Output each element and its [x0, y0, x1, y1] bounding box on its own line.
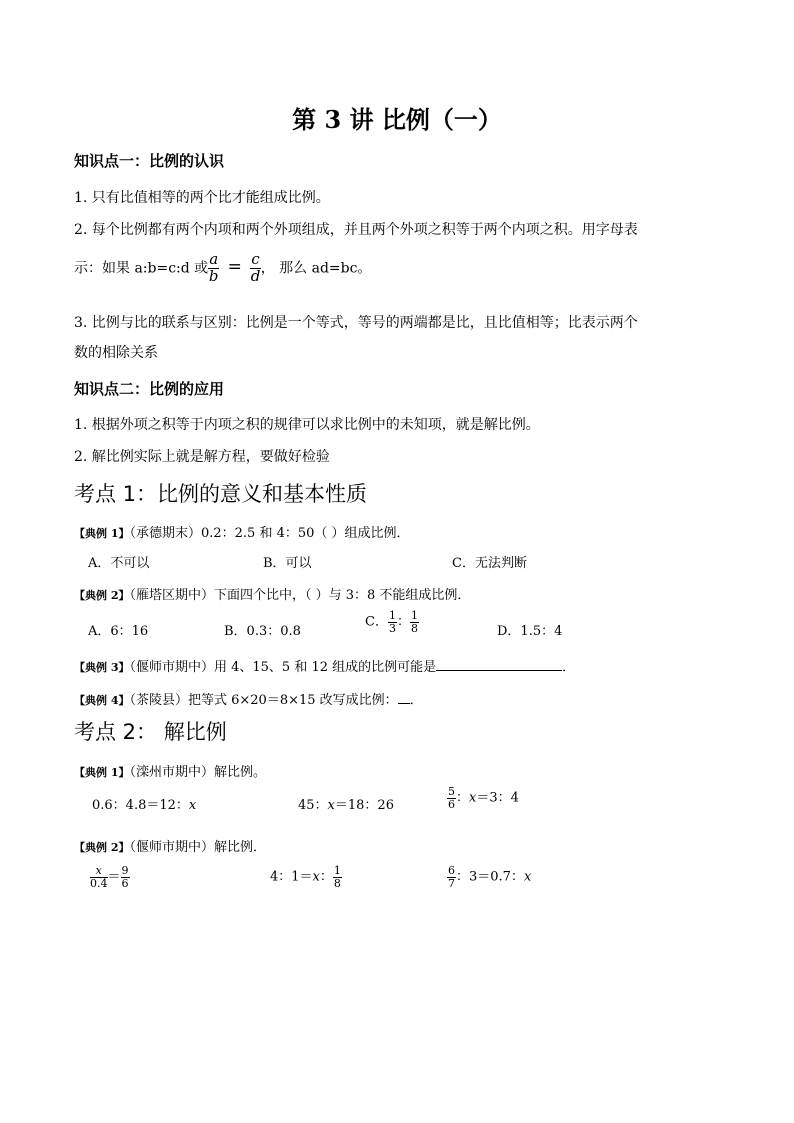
equation-3: $\frac{5}{6}$ ：x＝3：4 — [448, 785, 519, 811]
kp2-item-2: 2. 解比例实际上就是解方程，要做好检验 — [74, 449, 330, 465]
kp1-item-2-line2 — [74, 252, 371, 285]
fraction-six-sevenths: $\frac{6}{7}$ — [448, 864, 455, 890]
answer-blank[interactable] — [436, 658, 562, 671]
example-text: （偃师市期中）解比例． — [129, 840, 266, 855]
sec1-example-1 — [74, 522, 410, 541]
answer-blank[interactable] — [398, 691, 410, 704]
sec1-example-3 — [74, 656, 575, 675]
page-title: 第 3 讲 比例（一） — [292, 105, 502, 134]
example-tag: 【典例 2】 — [74, 841, 130, 854]
option-d: D．1.5：4 — [497, 624, 563, 639]
option-b: B．可以 — [263, 556, 312, 571]
kp1-item-2-post: ， 那么 ad=bc。 — [260, 260, 372, 277]
example-text: （雁塔区期中）下面四个比中，（ ）与 3：8 不能组成比例． — [129, 588, 471, 603]
fraction-one-third: $\frac{1}{3}$ — [388, 609, 396, 635]
equation-2: 45：x＝18：26 — [298, 798, 394, 813]
example-text: （滦州市期中）解比例。 — [129, 765, 266, 780]
example-tag: 【典例 1】 — [74, 766, 130, 779]
option-a: A．不可以 — [88, 556, 150, 571]
fraction-a-over-b: $\frac{a}{b}$ — [208, 250, 219, 285]
knowledge-point-2-heading: 知识点二：比例的应用 — [74, 380, 225, 398]
equation-1: 0.6：4.8＝12：x — [92, 798, 197, 813]
kp1-item-2-line1: 2. 每个比例都有两个内项和两个外项组成，并且两个外项之积等于两个内项之积。用字母表 — [74, 222, 638, 238]
example-tag: 【典例 1】 — [74, 527, 130, 540]
option-c — [365, 610, 419, 634]
kp1-item-3-line2: 数的相除关系 — [74, 345, 158, 361]
period: ． — [562, 660, 576, 675]
kp1-item-3-line1: 3. 比例与比的联系与区别：比例是一个等式，等号的两端都是比，且比值相等；比表示两个 — [74, 315, 638, 331]
example-tag: 【典例 3】 — [74, 661, 130, 674]
equation-4: $\frac{x}{0.4}$ ＝ $\frac{9}{6}$ — [90, 864, 129, 890]
kp2-item-1: 1. 根据外项之积等于内项之积的规律可以求比例中的未知项，就是解比例。 — [74, 417, 540, 433]
example-text: （茶陵县）把等式 6×20＝8×15 改写成比例： — [129, 693, 398, 708]
option-a: A．6：16 — [88, 624, 149, 639]
equation-6: $\frac{6}{7}$ ：3＝0.7：x — [448, 864, 532, 890]
section-2-heading: 考点 2： 解比例 — [74, 720, 227, 744]
fraction-x-over-0-4: $\frac{x}{0.4}$ — [90, 864, 108, 890]
section-1-heading: 考点 1：比例的意义和基本性质 — [74, 482, 368, 506]
sec1-example-2 — [74, 584, 470, 603]
example-text: （偃师市期中）用 4、15、5 和 12 组成的比例可能是 — [129, 660, 437, 675]
fraction-c-over-d: $\frac{c}{d}$ — [250, 250, 261, 285]
fraction-nine-sixths: $\frac{9}{6}$ — [121, 864, 129, 890]
period: ． — [409, 693, 423, 708]
example-text: （承德期末）0.2：2.5 和 4：50（ ）组成比例． — [129, 526, 410, 541]
option-c-label: C． — [365, 614, 388, 630]
fraction-one-eighth: $\frac{1}{8}$ — [333, 864, 341, 890]
sec1-example-4 — [74, 689, 423, 708]
knowledge-point-1-heading: 知识点一：比例的认识 — [74, 152, 225, 170]
example-tag: 【典例 4】 — [74, 694, 130, 707]
kp1-item-2-pre: 示：如果 a:b=c:d 或 — [74, 260, 209, 277]
equation-5: 4：1＝x： $\frac{1}{8}$ — [270, 864, 341, 890]
kp1-item-1: 1. 只有比值相等的两个比才能组成比例。 — [74, 190, 330, 206]
fraction-five-sixths: $\frac{5}{6}$ — [448, 785, 455, 811]
example-tag: 【典例 2】 — [74, 589, 130, 602]
sec2-example-2 — [74, 836, 266, 855]
fraction-one-eighth: $\frac{1}{8}$ — [410, 609, 418, 635]
ratio-colon: ： — [396, 614, 410, 630]
option-c: C．无法判断 — [452, 556, 527, 571]
option-b: B．0.3：0.8 — [224, 624, 301, 639]
equals-sign: = — [227, 257, 242, 278]
sec2-example-1 — [74, 761, 266, 780]
